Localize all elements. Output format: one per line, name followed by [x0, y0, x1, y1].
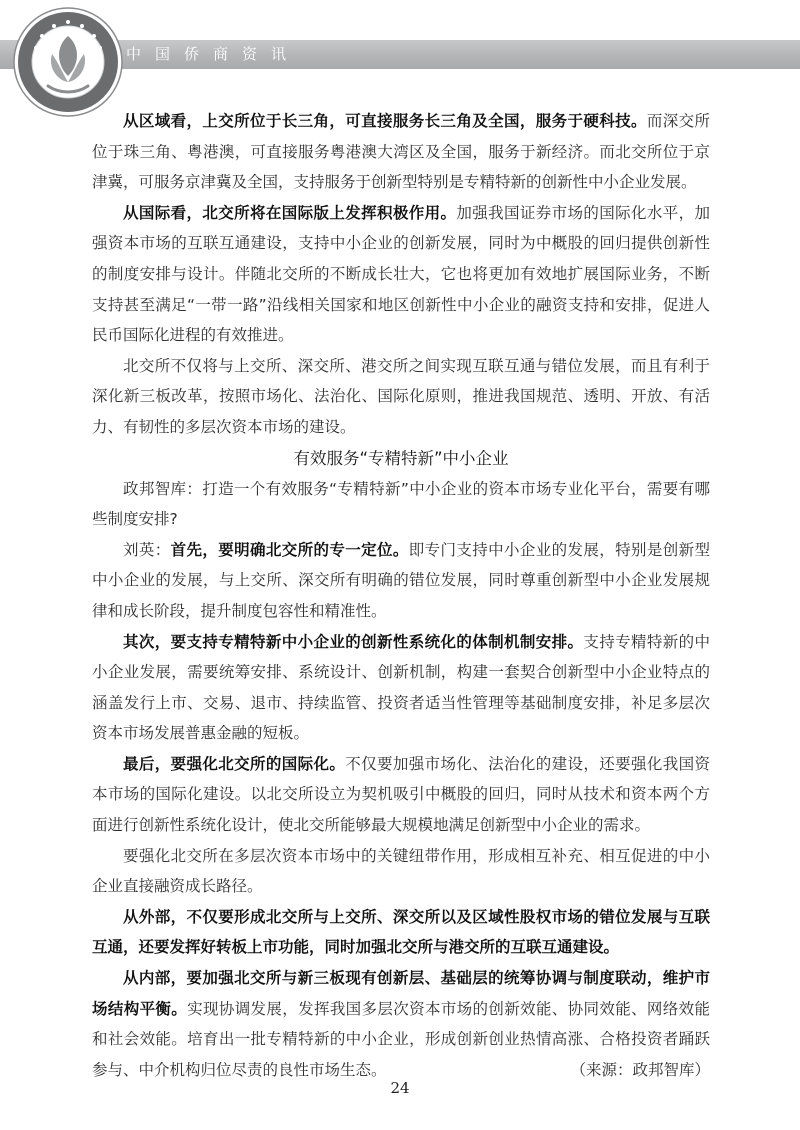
paragraph-lead: 首先，要明确北交所的专一定位。 [170, 540, 409, 559]
paragraph-last [92, 749, 710, 841]
paragraph-text: 实现协调发展，发挥我国多层次资本市场的创新效能、协同效能、网络效能和社会效能。培育出一批专精特新的中小企业，形成创新创业热情高涨、合格投资者踊跃参与、中介机构归位尽责的良性市场生态。 [92, 999, 710, 1079]
paragraph-question [92, 474, 710, 535]
logo [12, 6, 124, 118]
paragraph-international [92, 198, 710, 351]
paragraph-lead: 从外部，不仅要形成北交所与上交所、深交所以及区域性股权市场的错位发展与互联互通，还要发挥好转板上市功能，同时加强北交所与港交所的互联互通建设。 [92, 907, 710, 957]
paragraph-text: 而深交所位于珠三角、粤港澳，可直接服务粤港澳大湾区及全国，服务于新经济。而北交所位于京津冀，可服务京津冀及全国，支持服务于创新型特别是专精特新的创新性中小企业发展。 [92, 112, 710, 192]
paragraph-link-role [92, 841, 710, 902]
paragraph-text: 即专门支持中小企业的发展，特别是创新型中小企业的发展，与上交所、深交所有明确的错位发展，同时尊重创新型中小企业发展规律和成长阶段，提升制度包容性和精准性。 [92, 540, 710, 620]
paragraph-text: 不仅要加强市场化、法治化的建设，还要强化我国资本市场的国际化建设。以北交所设立为契机吸引中概股的回归，同时从技术和资本两个方面进行创新性系统化设计，使北交所能够最大规模地满足创新型中小企业的需求。 [92, 754, 710, 835]
paragraph-interconnect [92, 351, 710, 443]
section-title: 有效服务“专精特新”中小企业 [293, 448, 509, 468]
page-number: 24 [390, 1079, 410, 1097]
paragraph-lead: 最后，要强化北交所的国际化。 [123, 754, 346, 773]
source-credit: （来源：政邦智库） [570, 1060, 710, 1079]
speaker-prefix: 刘英： [123, 540, 171, 559]
paragraph-external [92, 902, 710, 963]
paragraph-region [92, 106, 710, 198]
paragraph-text: 要强化北交所在多层次资本市场中的关键纽带作用，形成相互补充、相互促进的中小企业直接融资成长路径。 [92, 846, 710, 896]
header-title: 中国侨商资讯 [126, 45, 301, 63]
paragraph-text: 政邦智库：打造一个有效服务“专精特新”中小企业的资本市场专业化平台，需要有哪些制度安排? [92, 479, 710, 529]
paragraph-second [92, 627, 710, 749]
article-body [92, 106, 710, 1085]
paragraph-lead: 从区域看，上交所位于长三角，可直接服务长三角及全国，服务于硬科技。 [123, 112, 647, 130]
paragraph-lead: 其次，要支持专精特新中小企业的创新性系统化的体制机制安排。 [123, 632, 584, 651]
paragraph-lead: 从国际看，北交所将在国际版上发挥积极作用。 [123, 203, 457, 222]
logo-emblem-icon [12, 6, 124, 118]
paragraph-text: 加强我国证券市场的国际化水平，加强资本市场的互联互通建设，支持中小企业的创新发展，同时为中概股的回归提供创新性的制度安排与设计。伴随北交所的不断成长壮大，它也将更加有效地扩展国际业务，不断支持甚至满足“一带一路”沿线相关国家和地区创新性中小企业的融资支持和安排，促进人民币国际化进程的有效推进。 [92, 203, 710, 345]
paragraph-text: 支持专精特新的中小企业发展，需要统筹安排、系统设计、创新机制，构建一套契合创新型中小企业特点的涵盖发行上市、交易、退市、持续监管、投资者适当性管理等基础制度安排，补足多层次资本市场发展普惠金融的短板。 [92, 632, 710, 743]
paragraph-lead: 从内部，要加强北交所与新三板现有创新层、基础层的统筹协调与制度联动，维护市场结构平衡。 [92, 969, 710, 1018]
paragraph-first [92, 535, 710, 627]
paragraph-text: 北交所不仅将与上交所、深交所、港交所之间实现互联互通与错位发展，而且有利于深化新三板改革，按照市场化、法治化、国际化原则，推进我国规范、透明、开放、有活力、有韧性的多层次资本市场的建设。 [92, 356, 710, 436]
